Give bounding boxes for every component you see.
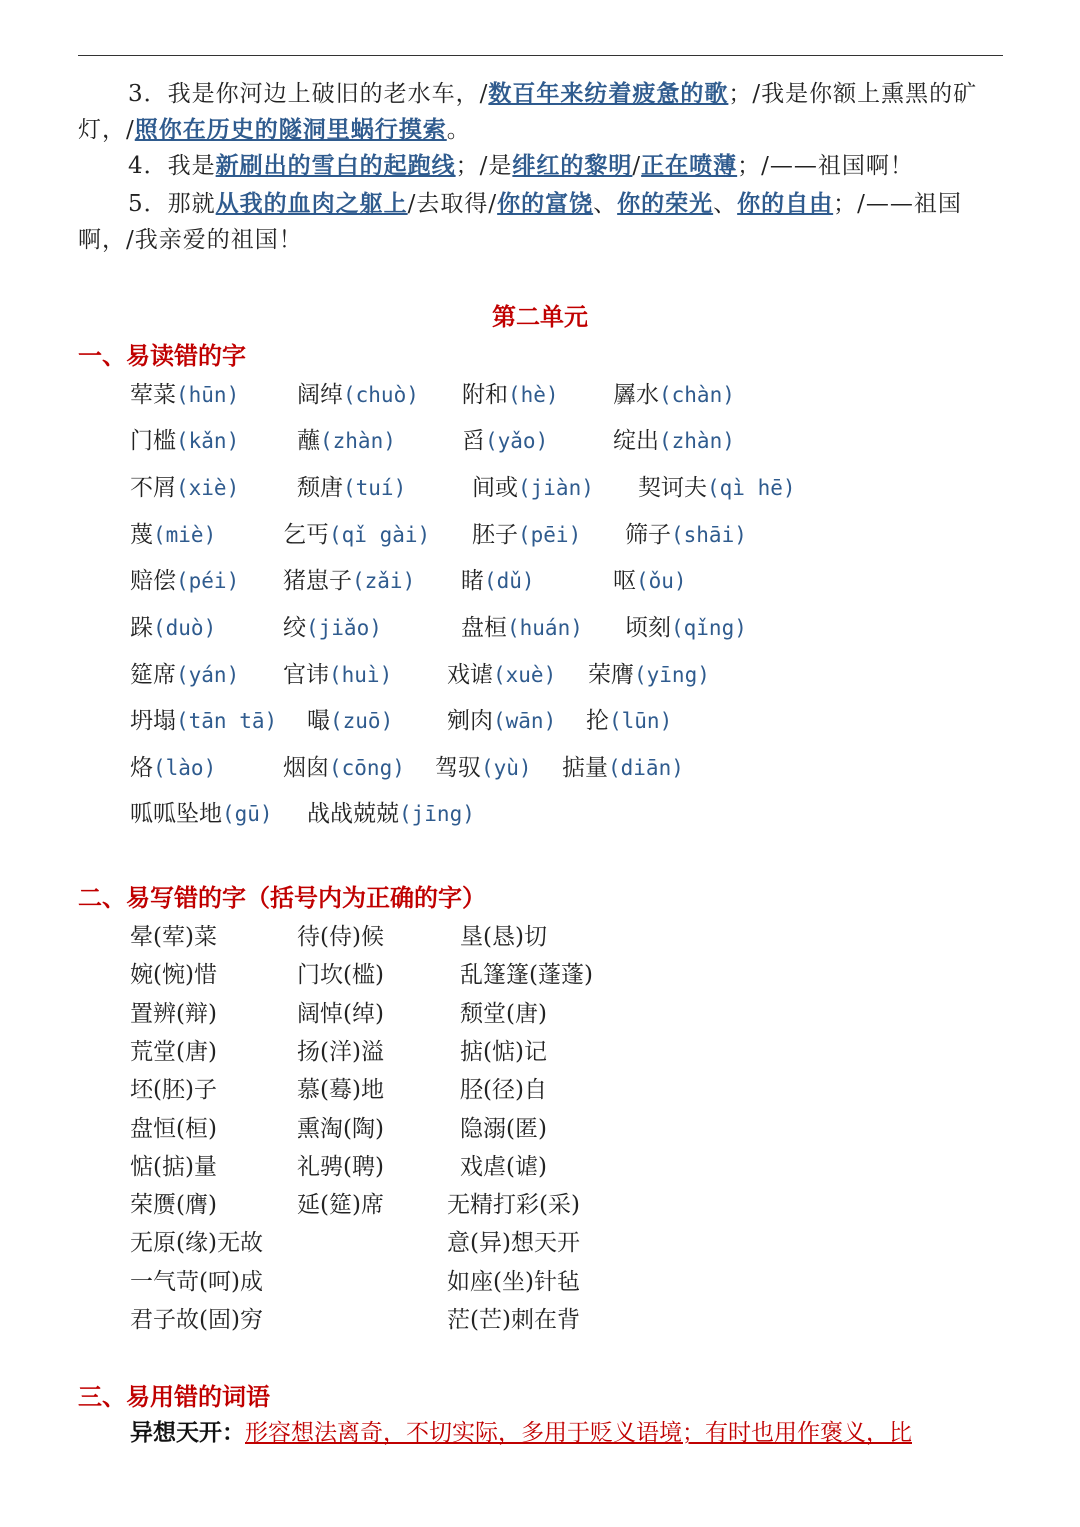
misspelling-item: 门坎(槛) (297, 962, 384, 988)
word: 乞丐 (283, 522, 329, 548)
pronunciation-item (130, 795, 273, 828)
word: 抡 (586, 708, 609, 734)
pronunciation-item (435, 749, 532, 782)
word: 掂量 (562, 755, 608, 781)
pinyin: (duò) (153, 616, 217, 640)
pronunciation-item (447, 702, 556, 735)
misspelling-item: 一气苛(呵)成 (130, 1269, 263, 1295)
p4-text-g: ；/——祖国啊！ (737, 153, 914, 179)
pinyin: (lào) (153, 756, 217, 780)
pinyin: (diān) (608, 756, 684, 780)
pronunciation-item (130, 422, 239, 455)
pronunciation-item (447, 656, 556, 689)
misspelling-item: 置辨(辩) (130, 1001, 217, 1027)
misspelling-item: 慕(蓦)地 (297, 1077, 384, 1103)
p5-text-g: 、 (713, 191, 738, 217)
word: 间或 (472, 475, 518, 501)
word: 跺 (130, 615, 153, 641)
section3-title: 三、易用错的词语 (78, 1382, 270, 1411)
p3-highlight-1: 数百年来纺着疲惫的歌 (488, 80, 729, 107)
word: 荤菜 (130, 382, 176, 408)
word: 坍塌 (130, 708, 176, 734)
pronunciation-item (586, 702, 672, 735)
p5-text-e: 、 (593, 191, 618, 217)
pronunciation-item (297, 376, 419, 409)
pronunciation-item (307, 795, 475, 828)
pinyin: (lūn) (609, 709, 673, 733)
misspelling-item: 晕(荤)菜 (130, 924, 217, 950)
word: 嘬 (307, 708, 330, 734)
misspelling-item: 如座(坐)针毡 (447, 1269, 580, 1295)
word: 顷刻 (625, 615, 671, 641)
pinyin: (ǒu) (636, 569, 687, 593)
misspelling-item: 阔悼(绰) (297, 1001, 384, 1027)
pinyin: (jiǎo) (306, 616, 382, 640)
pinyin: (cōng) (329, 756, 405, 780)
pronunciation-item (130, 516, 216, 549)
pinyin: (huì) (329, 663, 393, 687)
pinyin: (qǐng) (671, 616, 747, 640)
word: 盘桓 (461, 615, 507, 641)
misspelling-item: 垦(恳)切 (460, 924, 547, 950)
p4-text-c: ；/是 (455, 153, 513, 179)
p5-text-c: /去取得/ (407, 191, 498, 217)
word: 契诃夫 (638, 475, 707, 501)
misspelling-item: 意(异)想天开 (447, 1230, 580, 1256)
pinyin: (tān tā) (176, 709, 278, 733)
pinyin: (yīng) (634, 663, 710, 687)
word: 筛子 (625, 522, 671, 548)
pronunciation-item (638, 469, 796, 502)
p3-highlight-2: 照你在历史的隧洞里蜗行摸索 (134, 116, 447, 143)
word: 戏谑 (447, 662, 493, 688)
word: 荣膺 (588, 662, 634, 688)
word: 舀 (462, 428, 485, 454)
p3-text-c: ；/我是你额上熏黑的矿灯，/ (78, 81, 978, 143)
definition-text: 形容想法离奇，不切实际，多用于贬义语境；有时也用作褒义，比 (245, 1420, 912, 1446)
pinyin: (xiè) (176, 476, 240, 500)
pronunciation-item (130, 702, 277, 735)
misspelling-item: 掂(惦)记 (460, 1039, 547, 1065)
paragraph-4 (78, 148, 1008, 184)
word: 呱呱坠地 (130, 801, 222, 827)
paragraph-5 (78, 186, 1008, 258)
pinyin: (zǎi) (352, 569, 416, 593)
word: 猪崽子 (283, 568, 352, 594)
p5-highlight-2: 你的富饶 (497, 190, 594, 217)
p3-text-e: 。 (446, 117, 471, 143)
word: 呕 (613, 568, 636, 594)
definition-line (130, 1414, 912, 1447)
pronunciation-item (625, 609, 747, 642)
pronunciation-item (297, 422, 396, 455)
pinyin: (yǎo) (485, 429, 549, 453)
pinyin: (miè) (153, 523, 217, 547)
pronunciation-item (130, 656, 239, 689)
word: 羼水 (613, 382, 659, 408)
word: 剜肉 (447, 708, 493, 734)
pinyin: (hè) (508, 383, 559, 407)
pinyin: (shāi) (671, 523, 747, 547)
pinyin: (chàn) (659, 383, 735, 407)
pronunciation-item (625, 516, 747, 549)
pinyin: (jiàn) (518, 476, 594, 500)
word: 不屑 (130, 475, 176, 501)
pinyin: (zhàn) (659, 429, 735, 453)
misspelling-item: 延(筵)席 (297, 1192, 384, 1218)
word: 烟囱 (283, 755, 329, 781)
pinyin: (hūn) (176, 383, 240, 407)
word: 颓唐 (297, 475, 343, 501)
misspelling-item: 坯(胚)子 (130, 1077, 217, 1103)
misspelling-item: 荣赝(膺) (130, 1192, 217, 1218)
pronunciation-item (283, 562, 415, 595)
word: 附和 (462, 382, 508, 408)
pinyin: (qǐ gài) (329, 523, 431, 547)
pinyin: (péi) (176, 569, 240, 593)
pronunciation-item (283, 516, 430, 549)
pronunciation-item (588, 656, 710, 689)
section2-title: 二、易写错的字（括号内为正确的字） (78, 883, 486, 912)
misspelling-item: 颓堂(唐) (460, 1001, 547, 1027)
pinyin: (yù) (481, 756, 532, 780)
misspelling-item: 熏淘(陶) (297, 1116, 384, 1142)
misspelling-item: 茫(芒)刺在背 (447, 1307, 580, 1333)
misspelling-item: 君子故(固)穷 (130, 1307, 263, 1333)
p4-highlight-1: 新刷出的雪白的起跑线 (215, 152, 456, 179)
p5-text-a: 5．那就 (128, 191, 216, 217)
misspelling-item: 乱篷篷(蓬蓬) (460, 962, 593, 988)
pronunciation-item (613, 376, 735, 409)
word: 门槛 (130, 428, 176, 454)
p5-highlight-1: 从我的血肉之躯上 (215, 190, 408, 217)
pinyin: (chuò) (343, 383, 419, 407)
pronunciation-item (472, 516, 581, 549)
p4-highlight-2: 绯红的黎明 (512, 152, 633, 179)
p5-highlight-3: 你的荣光 (617, 190, 714, 217)
pronunciation-item (461, 609, 583, 642)
misspelling-item: 无原(缘)无故 (130, 1230, 263, 1256)
word: 绽出 (613, 428, 659, 454)
section1-title: 一、易读错的字 (78, 341, 246, 370)
word: 胚子 (472, 522, 518, 548)
word: 烙 (130, 755, 153, 781)
pinyin: (huán) (507, 616, 583, 640)
misspelling-item: 胫(径)自 (460, 1077, 547, 1103)
pinyin: (pēi) (518, 523, 582, 547)
pinyin: (xuè) (493, 663, 557, 687)
pronunciation-item (307, 702, 393, 735)
misspelling-item: 戏虐(谑) (460, 1154, 547, 1180)
misspelling-item: 隐溺(匿) (460, 1116, 547, 1142)
misspelling-item: 盘恒(桓) (130, 1116, 217, 1142)
word: 阔绰 (297, 382, 343, 408)
pinyin: (zuō) (330, 709, 394, 733)
definition-term: 异想天开： (130, 1419, 245, 1446)
word: 蔑 (130, 522, 153, 548)
pronunciation-item (462, 376, 559, 409)
pronunciation-item (472, 469, 594, 502)
word: 驾驭 (435, 755, 481, 781)
p5-text-i: ；/——祖国啊，/我亲爱的祖国！ (78, 191, 962, 253)
pronunciation-item (297, 469, 406, 502)
pinyin: (qì hē) (707, 476, 796, 500)
word: 睹 (461, 568, 484, 594)
p4-highlight-3: 正在喷薄 (641, 152, 738, 179)
top-rule (78, 55, 1003, 56)
pronunciation-item (613, 562, 687, 595)
pronunciation-item (283, 609, 382, 642)
misspelling-item: 无精打彩(采) (447, 1192, 580, 1218)
misspelling-item: 惦(掂)量 (130, 1154, 217, 1180)
pinyin: (yán) (176, 663, 240, 687)
p4-text-a: 4．我是 (128, 153, 216, 179)
p5-highlight-4: 你的自由 (737, 190, 834, 217)
word: 绞 (283, 615, 306, 641)
p3-text-a: 3．我是你河边上破旧的老水车，/ (128, 81, 489, 107)
pronunciation-item (130, 376, 239, 409)
misspelling-item: 礼骋(聘) (297, 1154, 384, 1180)
pronunciation-item (283, 656, 392, 689)
word: 战战兢兢 (307, 801, 399, 827)
misspelling-item: 待(侍)候 (297, 924, 384, 950)
pronunciation-item (461, 562, 535, 595)
pinyin: (jīng) (399, 802, 475, 826)
misspelling-item: 婉(惋)惜 (130, 962, 217, 988)
pronunciation-item (130, 562, 239, 595)
pronunciation-item (613, 422, 735, 455)
word: 筵席 (130, 662, 176, 688)
pinyin: (kǎn) (176, 429, 240, 453)
misspelling-item: 扬(洋)溢 (297, 1039, 384, 1065)
p4-text-e: / (632, 153, 642, 179)
word: 赔偿 (130, 568, 176, 594)
pinyin: (dǔ) (484, 569, 535, 593)
pinyin: (wān) (493, 709, 557, 733)
unit-title: 第二单元 (492, 302, 588, 331)
pronunciation-item (283, 749, 405, 782)
pronunciation-item (562, 749, 684, 782)
pronunciation-item (130, 469, 239, 502)
word: 官讳 (283, 662, 329, 688)
pronunciation-item (462, 422, 548, 455)
pronunciation-item (130, 749, 216, 782)
pinyin: (tuí) (343, 476, 407, 500)
word: 蘸 (297, 428, 320, 454)
pinyin: (gū) (222, 802, 273, 826)
misspelling-item: 荒堂(唐) (130, 1039, 217, 1065)
pinyin: (zhàn) (320, 429, 396, 453)
paragraph-3 (78, 76, 1008, 148)
pronunciation-item (130, 609, 216, 642)
